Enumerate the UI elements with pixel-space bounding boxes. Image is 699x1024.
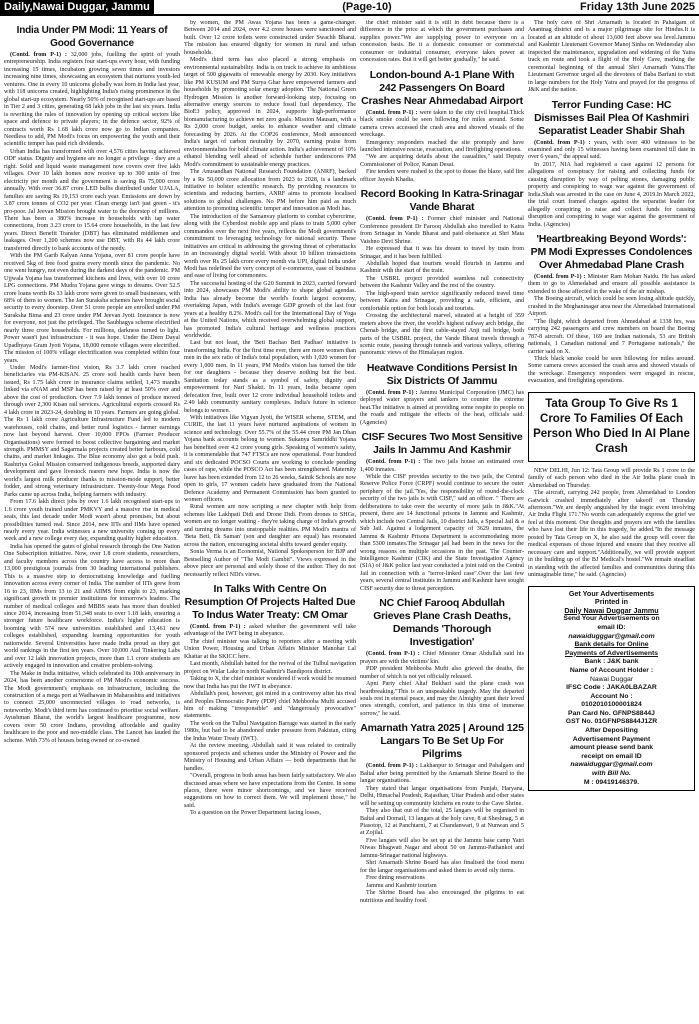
ad-line: Get Your Advertisements	[568, 588, 655, 598]
article-para: Rural women are now scripting a new chapter with help from schemes like Lakhpati Didi and Drone Didi. From drones to SHGs, women are no longer waiting - they're taking charge of India's growth and turning dreams into unstoppable realities. PM Modi's mantra of 'Beta Beti, Ek Saman' (son and daughter are equal) has resonated across the nation, encouraging societal shifts toward gender equity.	[184, 504, 356, 548]
article-para: NEW DELHI, Jun 12: Tata Group will provide Rs 1 crore to the family of each person who died in the Air India plane crash in Ahmedabad on Thursday.	[528, 467, 695, 489]
article-para: (Contd. from P-1) : Lakhanpur to Srinagar and Pahalgam and Baltal after being permitted by the Amarnath Shrine Board to the langar organisations.	[360, 763, 524, 785]
article-para: Last but not least, the 'Beti Bachao Beti Padhao' initiative is transforming India. For the first time ever, there are more women than men in the sex ratio of India's total population, with 1,020 women for every 1,000 men. In 11 years, PM Modi's vision has turned the tide for our daughters - because they deserve nothing but the best. Sanitation today stands as a symbol of safety, dignity and empowerment for Nari Shakti. In 11 years, India became open defecation free, built over 12 crore individual household toilets and 2.49 lakh community sanitary complexes. India's future in science belongs to women.	[184, 340, 356, 414]
ad-line: GST No. 01GFNPS8844J1ZR	[565, 718, 658, 726]
article-para: the chief minister said it is still in debt because there is a difference in the price at which the government purchases and supplies power."We are supplying power to everyone on a concession basis. Be it a domestic consumer or commercial consumer or industrial consumer, everyone takes power at concession rates. But it will get better gradually," he said.	[360, 20, 524, 64]
dateline: (Contd. from P-1) :	[190, 623, 246, 630]
article-para: (Contd. from P-1) : Chief Minister Omar Abdullah said his prayers are with the victims' kin.	[360, 651, 524, 665]
ad-line: Account No :	[590, 692, 633, 700]
column-2	[184, 20, 356, 1020]
article-para: (Contd. from P-1) : asked whether the government will take advantage of the IWT being in abeyance.	[184, 623, 356, 638]
ad-line: Bank : J&K bank	[584, 658, 639, 666]
masthead	[0, 0, 699, 16]
article-para: "Overall, progress in both areas has been fairly satisfactory. We also discussed areas where we have expectations from the Centre. In some places, there were minor shortcomings, and we have received suggestions on how to correct them. We will implement those," he said.	[184, 773, 356, 809]
ad-line: Daily Nawai Duggar Jammu	[564, 605, 659, 615]
ad-line: Bank details for Online	[574, 641, 649, 649]
headline-plane-crash: London-bound A-1 Plane With 242 Passengers On Board Crashes Near Ahmedabad Airport	[361, 68, 523, 107]
article-para: Emergency responders reached the site promptly and have launched intensive rescue, evacuation, and firefighting operations.	[360, 139, 524, 153]
article-para: Jammu and Kashmir tourism	[366, 882, 437, 889]
article-para: PDP president Mehbooba Mufti also grieved the deaths, the number of which is not yet officially released.	[360, 666, 524, 680]
article-para: Under Modi's farmer-first vision, Rs 3.7 lakh crore reached beneficiaries via PM-KISAN. 25 crore soil health cards have been issued, Rs 1.75 lakh crore in insurance claims settled, 1,473 mandis linked via eNAM and MSP has been raised by at least 50% over and above the cost of production. Over 7.9 lakh tonnes of produce moved through over 2,300 Kisan rail services. Agricultural exports crossed Rs 4 lakh crore in 2023-24, doubling in 10 years. Farmers are going global. The Rs 1 lakh crore Agriculture Infrastructure Fund led to modern warehouses, cold chains, and better rural logistics - farmer earnings now last beyond harvest. Over 10,000 FPOs (Farmer Producer Organisations) were formed to boost collective bargaining and market strength. PMMSY and Sagarmala projects created better harbours, cold chains, and market linkages. The Blue economy also got a bold push. Rashtriya Gokul Mission conserved indigenous breeds, supported dairy development and gave livestock rearers new hope. India is now the world's largest milk producer thanks to mission-mode support, better fodder, and strong veterinary infrastructure. Twenty-four Mega Food Parks came up across India, helping farmers with industry.	[4, 365, 180, 498]
advertisement-box	[528, 586, 695, 792]
ad-line: receipt on email ID	[581, 752, 642, 760]
article-para: (Contd. from P-1) : years, with over 400 witnesses to be examined and only 15 witnesses having been examined till date in over 6 years," the appeal said.	[528, 139, 695, 161]
ad-line: Name of Account Holder :	[569, 666, 654, 674]
column-3	[360, 20, 524, 1020]
article-para: Shri Amarnath Shrine Board has also finalised the food menu for the langar organisations and asked them to avoid oily items.	[360, 860, 524, 874]
article-para: (Contd. from P-1) : 32,000 jobs, fuelling the spirit of youth entrepreneurship. India registers four start-ups every hour, with funding increasing 15 times, incubators growing seven times and investors increasing nine times, showcasing an ecosystem that nurtures youth-led ventures. One in every 10 unicorns globally was born in India last year, with 118 unicorns created, highlighting India's rising prominence in the global start-up ecosystem. Nearly 50% of recognised start-ups are based in Tier 2 and 3 cities, generating 68 lakh jobs in the last six years. India is rewriting the rules of innovation by opening up critical sectors like space and defence to private players; in the defence sector, 92% of contracts worth Rs 1.68 lakh crore now go to Indian companies. Needless to add, PM Modi's focus on empowering the youth and their scientific temper has paid rich dividends.	[4, 52, 180, 148]
article-para: The USBRL project provided seamless rail connectivity between the Kashmir Valley and the rest of the country.	[360, 275, 524, 290]
headline-terror-funding: Terror Funding Case: HC Dismisses Bail Plea Of Kashmiri Separatist Leader Shabir Shah	[534, 98, 689, 137]
article-para: India has opened the gates of global research through the One Nation One Subscription initiative. Now, over 1.8 crore students, researchers, and faculty members across the country have access to more than 13,000 prestigious journals from 30 leading international publishers. This is a massive step to democratising knowledge and fuelling innovation across every corner of India. The number of IITs grew from 16 to 23, IIMs from 13 to 21 and AIIMS from eight to 23, marking significant growth in premier institutions for tomorrow's leaders. The number of medical colleges and MBBS seats has more than doubled since 2014, increasing from 51,348 seats to over 1.18 lakh, ensuring a stronger future healthcare workforce. India's higher education is booming with 574 new universities established and 13,461 new colleges established, expanding learning opportunities for youth nationwide. Several Universities have made India proud as they got world rankings in the first ten years. Over 10,000 Atal Tinkering Labs and over 12 lakh innovation projects, more than 1.1 crore students are actively engaged in innovation and creative problem-solving.	[4, 543, 180, 670]
article-para: by women, the PM Awas Yojana has been a game-changer. Between 2014 and 2024, over 4.2 crore houses were sanctioned and built. Over 12 crore toilets were constructed under Swachh Bharat. The mission has ensured dignity for women in rural and urban households.	[184, 20, 356, 56]
article-para: (Contd. from P-1) : Minister Ram Mohan Naidu. He has asked them to go to Ahmedabad and ensure all possible assistance is extended to those affected in the wake of the air mishap.	[528, 273, 695, 295]
ad-line: Printed in	[594, 597, 629, 607]
article-para: (Contd. from P-1) : Former chief minister and National Conference president Dr Farooq Abdullah also travelled to Katra from Srinagar in Vande Bharat and paid obeisance at Shri Mata Vaishno Devi Shrine.	[360, 216, 524, 245]
article-para: Modi's third term has also placed a strong emphasis on environmental sustainability. India is on track to achieve its ambitious target of 500 gigawatts of renewable energy by 2030. Key initiatives like PM KUSUM and PM Surya Ghar have empowered farmers and households by promoting solar energy adoption. The National Green Hydrogen Mission is another forward-looking step, focusing on alternative energy sources to reduce fossil fuel dependency. The BioE3 policy, approved in 2024, supports high-performance biomanufacturing to achieve net zero goals. Mission Mausam, with a Rs 2,000 crore budget, seeks to enhance weather and climate forecasting by 2026. At the COP26 conference, Modi announced India's target of carbon neutrality by 2070, earning praise from environmentalists for bold climate action. India's achievement of 10% ethanol blending well ahead of schedule further underscores PM Modi's commitment to sustainable energy practices.	[184, 57, 356, 168]
headline-cisf: CISF Secures Two Most Sensitive Jails In Jammu And Kashmir	[361, 431, 523, 457]
article-para: The Shrine Board has also encouraged the pilgrims to eat nutritious and healthy food.	[360, 890, 524, 904]
ad-line: with Bill No.	[592, 770, 631, 778]
ad-line: IFSC Code : JAKA0LBAZAR	[566, 684, 657, 692]
article-para: The work on the Tulbul Navigation Barrage was started in the early 1980s, but had to be abandoned under pressure from Pakistan, citing the Indus Water Treaty (IWT).	[184, 720, 356, 742]
ad-line: After Depositing	[585, 727, 638, 735]
article-para: To a question on the Power Department facing losses,	[190, 810, 322, 817]
article-para: Crossing the architectural marvel, situated at a height of 359 meters above the river, the world's highest railway arch bridge, the Chenab bridge, and the first cable-stayed Anji rail bridge, both parts of the USBRL project, the Vande Bharat travels through a scenic route, passing through tunnels and various valleys, offering panoramic views of the Himalayan region.	[360, 313, 524, 357]
article-para: The chief minister was talking to reporters after a meeting with Union Power, Housing and Urban Affairs Minister Manohar Lal Khattar at the SKICC here.	[184, 638, 356, 660]
article-para: The high-speed train service significantly reduced travel time between Katra and Srinagar, providing a safe, efficient, and comfortable option for both locals and tourists.	[360, 290, 524, 312]
boxed-headline-tata: Tata Group To Give Rs 1 Crore To Families Of Each Person Who Died In AI Plane Crash	[528, 392, 695, 462]
article-para: Abdullah hoped that tourism would flourish in Jammu and Kashmir with the start of the train.	[360, 260, 524, 275]
ad-line: amount please send bank	[569, 744, 654, 752]
article-para: From 17.6 lakh direct jobs by over 1.6 lakh recognised start-ups to 1.6 crore youth trained under PMKVY and a massive rise in medical seats, this last decade under Modi wasn't about promises, but about possibilities turned real. Since 2014, new IITs and IIMs have opened nearly every year. India witnesses a new university coming up every week and a new college every day, expanding quality higher education.	[4, 499, 180, 543]
article-para: The aircraft, carrying 242 people, from Ahmedabad to London Gatwick crashed immediately after takeoff on Thursday afternoon."We are deeply anguished by the tragic event involving Air India Flight 171."No words can adequately express the grief we feel at this moment. Our thoughts and prayers are with the families who have lost their life in this tragedy, he added."In the message posted by Tata Group on X, he also said the group will cover the medical expenses of those injured and ensure that they receive all necessary care and support."Additionally, we will provide support in the building up of the BJ Medical's hostel."We remain steadfast in standing with the affected families and communities during this unimaginable time," he said. (Agencies)	[528, 490, 695, 579]
article-para: With initiatives like Vigyan Jyoti, the WISER scheme, STEM, and CURIE, the last 11 years have nurtured aspirations of women in science and technology. Over 55.7% of the 55.44 crore PM Jan Dhan Yojana bank accounts belong to women. Sukanya Samriddhi Yojana has benefited over 4.2 crore young girls. Speaking of women's safety, it is commendable that 747 FTSCs are now operational. Four hundred and six dedicated POCSO Courts are working to conclude pending cases of rape, while the POSCO Act has been strengthened. Maternity leave has been extended from 12 to 26 weeks, Sainik Schools are now open to girls, 17 women cadets have graduated from the National Defence Academy and Permanent Commission has been granted to women officers.	[184, 415, 356, 503]
headline-farooq: NC Chief Farooq Abdullah Grieves Plane Crash Deaths, Demands 'Thorough Investigation'	[373, 597, 511, 649]
article-para: While the CISF provides security to the two jails, the Central Reserve Police Force (CRPF) would continue to secure the outer periphery of the jail."Yes, the responsibility of round-the-clock security of the two jails is with CISF," said an officer. " There are deliberations to take over the security of more jails in J&K."At present, there are 14 functional prisons in Jammu and Kashmir, which include two Central Jails, 10 district Jails, a Special Jail & a Sub Jail. Against a lodgement capacity of 3629 inmates, the Jammu & Kashmir Prisons Department is accommodating more than 5300 inmates.The Srinagar jail had been in the news for the wrong reasons on multiple occasions in the past. The Counter-Intelligence Kashmir (CIK) and the State Investigation Agency (SIA) of J&K police last year conducted a joint raid on the Central Jail in connection with a "terror-linked case".Over the last few years, several central institutes in Jammu and Kashmir have sought CISF security due to threat perception.	[360, 474, 524, 592]
article-para: At the review meeting, Abdullah said it was related to centrally sponsored projects and schemes under the Ministry of Power and the Ministry of Housing and Urban Affairs — both departments that he handles.	[184, 743, 356, 772]
ad-line: Send Your Advertisements on	[563, 615, 660, 623]
paper-name: Daily,Nawai Duggar, Jammu	[0, 0, 154, 14]
article-para: (Contd. from P-1) : Jammu Municipal Corporation (JMC) has deployed water sprayers and tankers to counter the extreme heat.The initiative is aimed at providing some respite to people on the roads and mitigate the effects of the heat, officials said. (Agencies)	[360, 389, 524, 426]
ad-line: Payments of Advertisements	[564, 649, 659, 657]
ad-line: 0102010100001824	[581, 701, 642, 709]
article-para: Abdullah's post, however, got mired in a controversy after his rival and Peoples Democratic Party (PDP) chief Mehbooba Mufti accused him of making "irresponsible" and "dangerously provocative" statements.	[184, 691, 356, 720]
page-number: (Page-10)	[342, 1, 392, 13]
article-para: Fire tenders were rushed to the spot to douse the blaze, said fire officer Jayesh Khadia.	[360, 169, 524, 183]
article-para: (Contd. from P-1) : The two jails house an estimated over 1,400 inmates.	[360, 459, 524, 473]
article-para: The Boeing aircraft, which could be seen losing altitude quickly, crashed in the Meghaninagar area near the Ahmedabad International Airport.	[528, 296, 695, 318]
article-para: The Anusandhan National Research Foundation (ANRF), backed by a Rs 50,000 crore allocation from 2023 to 2028, is a landmark initiative to bolster scientific research. By providing resources to scientists and reducing barriers, ANRF aims to promote localised solutions to global challenges. No PM before him paid as much attention to promoting scientific temper and innovation as Modi has.	[184, 169, 356, 213]
ad-line: Advertisement Payment	[572, 735, 651, 743]
ad-line: email ID:	[597, 623, 626, 631]
column-4	[528, 20, 695, 1020]
article-para: The introduction of the Samanvay platform to combat cybercrime, along with the Cyberdost mobile app and plans to train 5,000 cyber commandos over the next five years, reflects the Modi government's commitment to leveraging technology for national security. These initiatives are critical in addressing the growing threat of cyberattacks in an increasingly digital world. With about 10 billion transactions worth over Rs 25 lakh crore every month via UPI, digital India under Modi has redefined the very concept of e-commerce, ease of business and ease of living for commoners.	[184, 213, 356, 280]
ad-line: Nawai Duggar	[589, 675, 634, 683]
headline-heatwave: Heatwave Conditions Persist In Six Districts Of Jammu	[366, 361, 518, 387]
article-para: "The flight, which departed from Ahmedabad at 1338 hrs, was carrying 242 passengers and crew members on board the Boeing 787-8 aircraft. Of these, 169 are Indian nationals, 53 are British nationals, 1 Canadian national and 7 Portuguese nationals," the carrier said on X.	[528, 318, 695, 355]
ad-email: nawaidugggar@gmail.com	[568, 632, 655, 640]
article-para: The holy cave of Shri Amarnath is located in Pahalgam of Anantnag district and is a major pilgrimage site for Hindus.It is located at an altitude of about 13,600 feet above sea level.Jammu and Kashmir Lieutenant Governor Manoj Sinha on Wednesday also inspected the maintenance, upgradation and widening of the Yatra track en route and took a flight of the Holy Cave, marking the ceremonial beginning of the annual Shri Amarnath Yatra.The Lieutenant Governor urged all the devotees of Baba Barfani to visit in large numbers for the Holy Yatra and prayed for the progress of J&K and the nation.	[528, 20, 695, 94]
article-para: With the PM Garib Kalyan Anna Yojana, over 81 crore people have received 5kg of free food grains every month since the pandemic. No one went hungry, not even during the darkest days of the pandemic. PM Ujjwala Yojana has transformed kitchens and lives, with over 10 crore LPG connections. PM Mudra Yojana gave wings to dreams. Over 52.5 crore loans worth Rs 33 lakh crore were given to small businesses, with 68% of them to women. The Jan Suraksha schemes have brought social security to every doorstep. Over 51 crore people are enrolled under PM Suraksha Bima and 23 crore under PM Jeevan Jyoti. Insurance is now for everyone, not just the privileged. The Saubhagya scheme electrified nearly three crore households. For millions, darkness turned to light. Power wasn't just infrastructure - it was hope. Under the Deen Dayal Upadhyaya Gram Jyoti Yojana, 18,000 remote villages were electrified. The mission of 100% village electrification was completed within four years.	[4, 253, 180, 364]
article-para: He expressed that it was his dream to travel by train from Srinagar, and it has been fulfilled.	[360, 246, 524, 260]
article-para: Five langars will also be set up at the Jammu base camp Yatri Niwas Bhagwati Nagar and about 50 on Jammu-Pathankot and Jammu-Srinagar national highways.	[360, 837, 524, 859]
article-para: They also that out of the total, 25 langars will be organised in Baltal and Domail, 13 langars at the holy cave, 8 at Sheshnag, 5 at Piasotop, 12 at Panchtarni, 7 at Chandanwari, 9 at Nunwan and 5 at Zojilal.	[360, 808, 524, 837]
article-para: Free dining reservations	[366, 875, 425, 882]
headline-modi-governance: India Under PM Modi: 11 Years of Good Governance	[16, 25, 168, 49]
article-para: (Contd. from P-1) : were taken to the city civil hospital.Thick black smoke could be seen billowing for miles around. Some camera crews accessed the crash area and showed visuals of the wreckage.	[360, 109, 524, 139]
headline-indus-water: In Talks With Centre On Resumption Of Projects Halted Due To Indus Water Treaty: CM Omar	[184, 582, 356, 621]
article-para: In 2017, NIA had registered a case against 12 persons for allegations of conspiracy for raising and collecting funds for causing disruption by way of pelting stones, damaging public property and conspiring to wage war against the government of India.Shah was arrested in the case on June 4, 2019.In March 2022, the trial court framed charges against the separatist leader for allegedly conspiring to raise and collect funds for causing disruption and conspiring to wage war against the government of India. (Agencies)	[528, 161, 695, 228]
article-para: Thick black smoke could be seen billowing for miles around. Some camera crews accessed the crash area and showed visuals of the wreckage. Emergency responders were engaged in rescue, evacuation, and firefighting operations.	[528, 355, 695, 385]
article-para: Sonia Verma is an Economist, National Spokesperson for BJP and Bestselling Author of "The Modi Gambit". Views expressed in the above piece are personal and solely those of the author. They do not necessarily reflect NDi's views.	[184, 549, 356, 578]
headline-pm-condolences: 'Heartbreaking Beyond Words': PM Modi Expresses Condolences Over Ahmedabad Plane Crash	[530, 232, 693, 271]
article-para: Taking to X, the chief minister wondered if work would be resumed now that India has put the IWT in abeyance.	[184, 676, 356, 690]
article-para: "We are acquiring details about the casualties," said Deputy Commissioner of Police, Kanan Desai.	[360, 154, 524, 168]
headline-vande-bharat: Record Booking In Katra-Srinagar Vande Bharat	[360, 188, 524, 214]
ad-email: nawaiduggar@gmail.com	[570, 761, 653, 769]
dateline: (Contd. from P-1) :	[10, 52, 67, 58]
ad-phone: M : 09419146379.	[583, 778, 640, 786]
article-para: The Make in India initiative, which celebrated its 10th anniversary in 2024, has been another cornerstone of PM Modi's economic success. The Modi government's emphasis on infrastructure, including the construction of a mega port at Wadhawan in Maharashtra and initiatives to connect 25,000 unconnected villages to road networks, is noteworthy. Modi's third term has continued to prioritise social welfare. Ayushman Bharat, the world's largest healthcare programme, now covers over 50 crore Indians, providing affordable and quality healthcare to the poor and neo-middle class. The Lancet has lauded the scheme. With 73% of houses being owned or co-owned	[4, 670, 180, 744]
article-para: Last month, Abdullah batted for the revival of the Tulbul navigation project on Wular Lake in north Kashmir's Bandipora district.	[184, 661, 356, 675]
article-para: Urban India has transformed with over 4,576 cities having achieved ODF status. Dignity and hygiene are no longer a privilege - they are a right. Solid and liquid waste management now covers over five lakh villages. Over 10 lakh homes now receive up to 300 units of free electricity per month and the government is saving Rs 75,000 crore annually. With over 36.87 crore LED bulbs distributed under UJALA, families are saving Rs 19,153 crore each year. Emissions are down by 3.87 crore tonnes of CO2 per year. Clean energy isn't just green - it's pro-poor. Jal Jeevan Mission brought water to the doorstep of millions. There has been a 380% increase in households with tap water connections, from 3.23 crore to 15.64 crore households, in the last few years. Direct Benefit Transfer (DBT) has eliminated middlemen and leakages. Over 1,200 schemes now use DBT, with Rs 44 lakh crore transferred directly to bank accounts of the needy.	[4, 148, 180, 252]
column-1	[4, 20, 180, 1020]
article-para: The successful hosting of the G20 Summit in 2023, carried forward into 2024, showcases PM Modi's ability to shape global agendas. India has already become the world's fourth largest economy, overtaking Japan, with India's average GDP growth of the last four years at a healthy 8.2%. Modi's call for the International Day of Yoga at the United Nations, which received overwhelming global support, has promoted India's cultural heritage and wellness practices worldwide.	[184, 280, 356, 340]
article-para: Apni Party chief Altaf Bukhari said the plane crash was heartbreaking."This is an unspeakable tragedy. May the departed souls rest in eternal peace, and may the Almighty grant their loved ones strength, comfort, and patience in this time of immense sorrow," he said.	[360, 681, 524, 717]
article-para: They stated that langar organisations from Punjab, Haryana, Delhi, Himachal Pradesh, Rajasthan, Uttar Pradesh and other states will be setting up community kitchens en route to the Cave Shrine.	[360, 785, 524, 807]
headline-amarnath: Amarnath Yatra 2025 | Around 125 Langars To Be Set Up For Pilgrims	[360, 722, 524, 761]
issue-date: Friday 13th June 2025	[580, 1, 695, 13]
ad-line: Pan Card No. GFNPS8844J	[568, 709, 655, 717]
